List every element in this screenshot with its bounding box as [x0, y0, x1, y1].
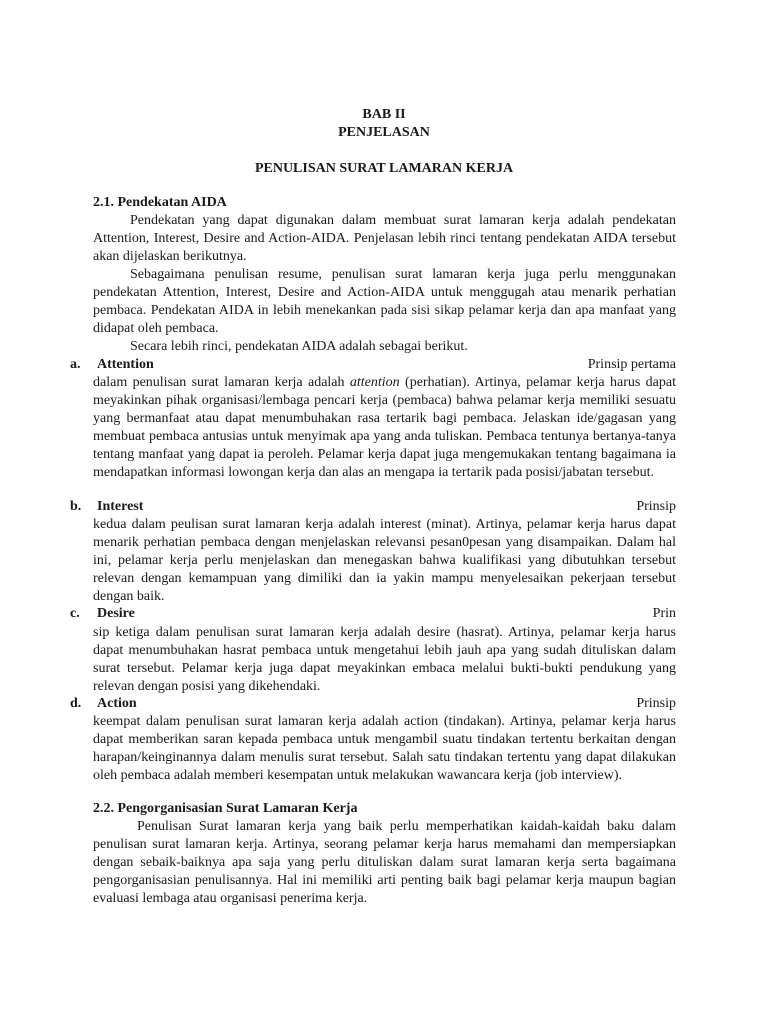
list-item-letter: a.	[70, 357, 81, 372]
paragraph-action: keempat dalam penulisan surat lamaran kerja adalah action (tindakan). Artinya, pelamar kerja harus dapat memberikan saran kepada pembaca untuk mengambil suatu tindakan tertentu berkaitan dengan harapan/keinginannya dalam menulis surat tersebut. Salah satu tindakan tertentu yang dapat dilakukan oleh pembaca adalah memberi kesempatan untuk melakukan wawancara kerja (job interview).	[93, 714, 676, 783]
list-item-letter: b.	[70, 499, 82, 514]
chapter-title: PENJELASAN	[338, 125, 430, 140]
list-item-letter: c.	[70, 606, 80, 621]
paragraph-attention: dalam penulisan surat lamaran kerja adalah attention (perhatian). Artinya, pelamar kerja harus dapat meyakinkan pihak organisasi/lembaga pencari kerja (pembaca) bahwa pelamar kerja memiliki sesuatu yang bermanfaat atau dapat menumbuhakan rasa tertarik bagi pembaca. Jelaskan ide/gagasan yang membuat pembaca antusias untuk menyimak apa yang anda tuliskan. Pembaca tentunya bertanya-tanya tentang manfaat yang dapat ia peroleh. Pelamar kerja dapat juga mengemukakan tentang bagaimana ia mendapatkan informasi lowongan kerja dan alas an mengapa ia tertarik pada posisi/jabatan tersebut.	[93, 375, 676, 480]
paragraph-organization: Penulisan Surat lamaran kerja yang baik perlu memperhatikan kaidah-kaidah baku dalam penulisan surat lamaran kerja. Artinya, seorang pelamar kerja harus memahami dan mempersiapkan dengan sebaik-baiknya apa saja yang perlu dituliskan dalam surat lamaran kerja serta bagaimana pengorganisasian penulisannya. Hal ini memiliki arti penting baik bagi pelamar kerja maupun bagian evaluasi lembaga atau organisasi penerima kerja.	[93, 819, 676, 906]
section-heading-2-1: 2.1. Pendekatan AIDA	[93, 195, 227, 210]
list-item-interest-header	[70, 498, 676, 516]
paragraph-aida-intro: Pendekatan yang dapat digunakan dalam membuat surat lamaran kerja adalah pendekatan Attention, Interest, Desire and Action-AIDA. Penjelasan lebih rinci tentang pendekatan AIDA tersebut akan dijelaskan berikutnya.	[93, 213, 676, 264]
paragraph-interest: kedua dalam peulisan surat lamaran kerja adalah interest (minat). Artinya, pelamar kerja harus dapat menarik perhatian pembaca dengan menjelaskan relevansi pesan0pesan yang disampaikan. Dalam hal ini, pelamar kerja perlu menjelaskan dan menegaskan bahwa kualifikasi yang dibutuhkan tersebut relevan dengan kemampuan yang dimiliki dan ia yakin mampu menyelesaikan pekerjaan tersebut dengan baik.	[93, 517, 676, 604]
section-heading-2-2: 2.2. Pengorganisasian Surat Lamaran Kerja	[93, 801, 358, 816]
list-item-letter: d.	[70, 696, 82, 711]
list-item-lead-text: Prinsip	[636, 696, 676, 711]
list-item-lead-text: Prinsip	[636, 499, 676, 514]
list-item-action-header	[70, 695, 676, 713]
paragraph-aida-resume: Sebagaimana penulisan resume, penulisan surat lamaran kerja juga perlu menggunakan pendekatan Attention, Interest, Desire and Action-AIDA untuk menggugah atau menarik perhatian pembaca. Pendekatan AIDA in lebih menekankan pada sisi sikap pelamar kerja dan apa manfaat yang didapat oleh pembaca.	[93, 267, 676, 336]
list-item-title: Attention	[97, 357, 154, 372]
list-item-lead-text: Prin	[652, 606, 676, 621]
chapter-number: BAB II	[362, 107, 406, 122]
paragraph-desire: sip ketiga dalam penulisan surat lamaran kerja adalah desire (hasrat). Artinya, pelamar kerja harus dapat menumbuhakan hasrat pembaca untuk mengetahui lebih jauh apa yang sudah dituliskan dalam surat tersebut. Pelamar kerja juga dapat meyakinkan embaca melalui bukti-bukti pendukung yang relevan dengan posisi yang dikehendaki.	[93, 625, 676, 694]
list-item-title: Desire	[97, 606, 135, 621]
list-item-desire-header	[70, 605, 676, 623]
list-item-title: Interest	[97, 499, 144, 514]
list-item-lead-text: Prinsip pertama	[587, 357, 676, 372]
emphasis-attention: attention	[349, 375, 400, 390]
document-title: PENULISAN SURAT LAMARAN KERJA	[254, 161, 514, 176]
paragraph-aida-detail: Secara lebih rinci, pendekatan AIDA adalah sebagai berikut.	[130, 339, 468, 354]
list-item-attention-header	[70, 356, 676, 374]
list-item-title: Action	[97, 696, 137, 711]
